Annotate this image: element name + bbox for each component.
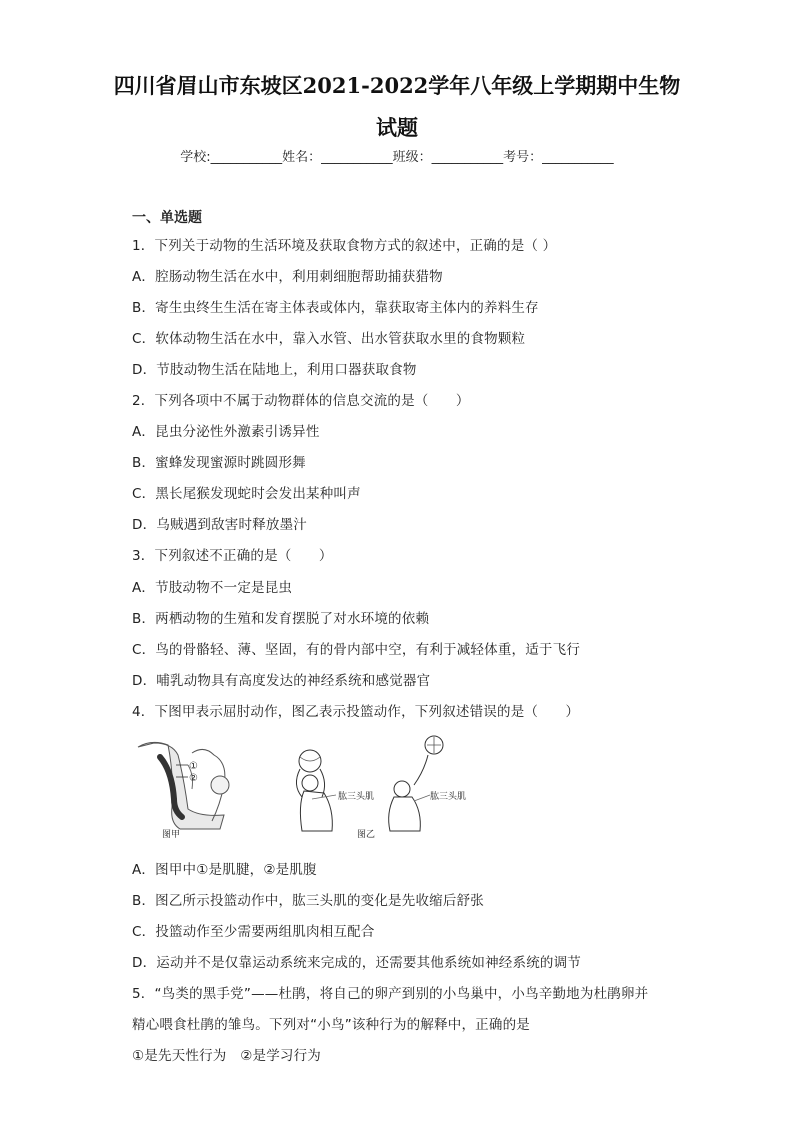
arm-diagram [138,742,229,829]
page-title: 四川省眉山市东坡区2021-2022学年八年级上学期期中生物 [113,73,681,98]
question-4-option-d: D．运动并不是仅靠运动系统来完成的，还需要其他系统如神经系统的调节 [132,955,581,971]
label-1: ① [189,761,198,772]
muscle-label-2: 肱三头肌 [430,792,467,802]
student-info-line: 学校:___________姓名：___________班级：___________考号：___________ [180,150,614,165]
question-1-option-b: B．寄生虫终生生活在寄主体表或体内，靠获取寄主体内的养料生存 [132,300,539,316]
muscle-label-1: 肱三头肌 [338,792,375,802]
question-5-stem-cont: 精心喂食杜鹃的雏鸟。下列对“小鸟”该种行为的解释中，正确的是 [132,1017,530,1033]
question-2-option-c: C．黑长尾猴发现蛇时会发出某种叫声 [132,486,361,502]
player-1-drawing [296,750,336,831]
question-2-option-d: D．乌贼遇到敌害时释放墨汁 [132,517,307,533]
question-4-figure [132,735,492,845]
question-2-stem: 2．下列各项中不属于动物群体的信息交流的是（ ） [132,393,470,409]
question-1-option-c: C．软体动物生活在水中，靠入水管、出水管获取水里的食物颗粒 [132,331,526,347]
label-2: ② [189,773,198,784]
question-3-stem: 3．下列叙述不正确的是（ ） [132,548,333,564]
section-heading: 一、单选题 [132,210,202,226]
page-title-line2: 试题 [376,115,418,140]
question-1-stem: 1．下列关于动物的生活环境及获取食物方式的叙述中，正确的是（ ） [132,238,557,254]
question-5-statements: ①是先天性行为 ②是学习行为 [132,1048,322,1064]
question-1-option-a: A．腔肠动物生活在水中，利用刺细胞帮助捕获猎物 [132,269,443,285]
question-4-option-a: A．图甲中①是肌腱，②是肌腹 [132,862,317,878]
question-4-option-b: B．图乙所示投篮动作中，肱三头肌的变化是先收缩后舒张 [132,893,484,909]
question-5-stem: 5．“鸟类的黑手党”——杜鹃，将自己的卵产到别的小鸟巢中，小鸟辛勤地为杜鹃卵并 [132,986,649,1002]
caption-figure-b: 图乙 [357,830,376,840]
question-4-stem: 4．下图甲表示屈肘动作，图乙表示投篮动作，下列叙述错误的是（ ） [132,704,580,720]
question-3-option-c: C．鸟的骨骼轻、薄、坚固，有的骨内部中空，有利于减轻体重，适于飞行 [132,642,581,658]
question-1-option-d: D．节肢动物生活在陆地上，利用口器获取食物 [132,362,417,378]
question-4-option-c: C．投篮动作至少需要两组肌肉相互配合 [132,924,375,940]
question-3-option-d: D．哺乳动物具有高度发达的神经系统和感觉器官 [132,673,431,689]
question-3-option-b: B．两栖动物的生殖和发育摆脱了对水环境的依赖 [132,611,430,627]
question-2-option-a: A．昆虫分泌性外激素引诱异性 [132,424,320,440]
caption-figure-a: 图甲 [162,830,181,840]
question-3-option-a: A．节肢动物不一定是昆虫 [132,580,293,596]
question-2-option-b: B．蜜蜂发现蜜源时跳圆形舞 [132,455,306,471]
player-2-drawing [389,736,443,831]
